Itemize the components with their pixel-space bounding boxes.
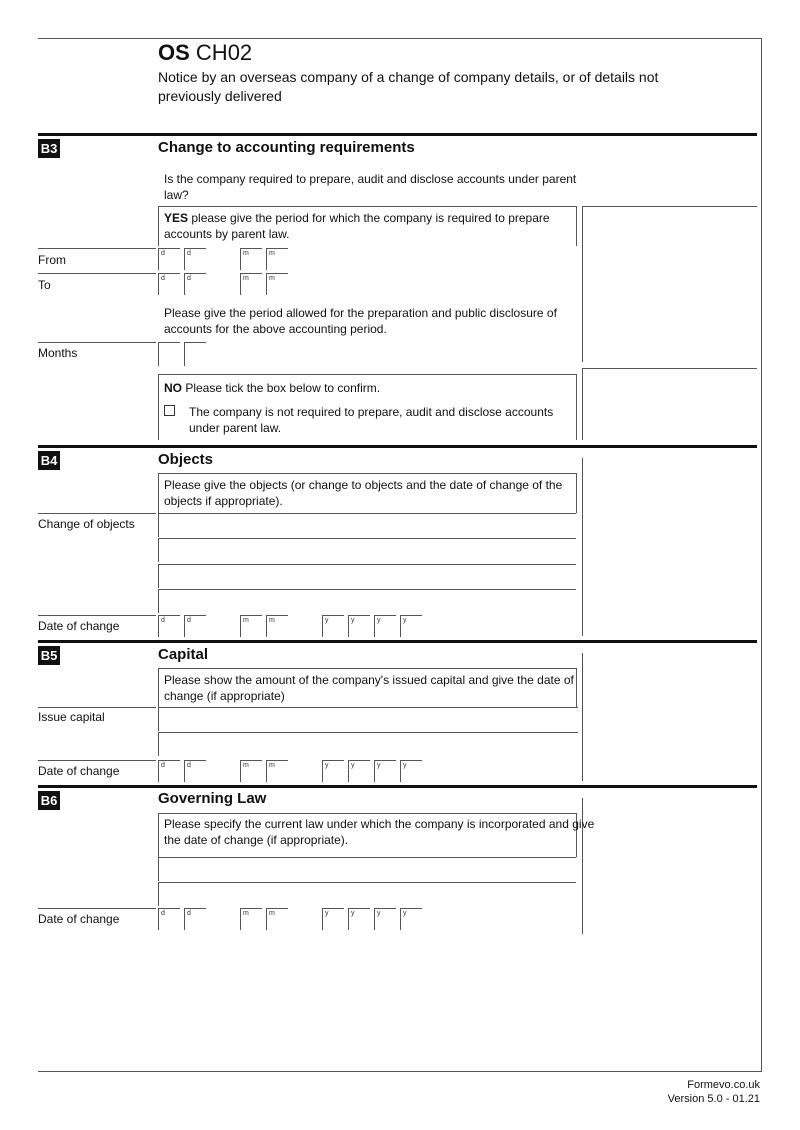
b4-date-label: Date of change — [38, 619, 120, 633]
b4-instruction — [164, 477, 562, 509]
b6-day-1[interactable] — [158, 908, 180, 930]
b5-date-label: Date of change — [38, 764, 120, 778]
objects-line-3[interactable] — [158, 564, 576, 588]
form-prefix: OS — [158, 40, 190, 65]
date-placeholder-glyph: d — [187, 250, 191, 257]
side-column-b5 — [582, 653, 583, 781]
b5-year-2[interactable] — [348, 760, 370, 782]
confirm-checkbox[interactable] — [164, 405, 175, 416]
date-placeholder-glyph: y — [325, 617, 329, 624]
yes-label: YES — [164, 211, 189, 225]
date-placeholder-glyph: d — [187, 275, 191, 282]
section-badge-b4: B4 — [38, 451, 60, 470]
yes-text: please give the period for which the company is required to prepare — [188, 211, 550, 225]
footer-site: Formevo.co.uk — [687, 1079, 760, 1091]
side-column-top — [582, 206, 757, 207]
no-panel-top — [158, 374, 576, 375]
issue-label-rule — [38, 707, 156, 708]
date-placeholder-glyph: m — [243, 910, 249, 917]
from-day-1[interactable] — [158, 248, 180, 270]
date-placeholder-glyph: y — [403, 617, 407, 624]
yes-text: accounts by parent law. — [164, 227, 290, 241]
date-placeholder-glyph: y — [377, 762, 381, 769]
b4-instr-line: objects if appropriate). — [164, 494, 283, 508]
b6-month-2[interactable] — [266, 908, 288, 930]
date-placeholder-glyph: y — [403, 762, 407, 769]
date-placeholder-glyph: y — [377, 617, 381, 624]
b6-year-3[interactable] — [374, 908, 396, 930]
b4-year-4[interactable] — [400, 615, 422, 637]
from-day-2[interactable] — [184, 248, 206, 270]
b5-instr-right — [576, 668, 577, 708]
date-placeholder-glyph: y — [351, 617, 355, 624]
date-placeholder-glyph: y — [403, 910, 407, 917]
months-label: Months — [38, 346, 78, 360]
b6-date-label: Date of change — [38, 912, 120, 926]
b4-instr-right — [576, 473, 577, 513]
b5-year-3[interactable] — [374, 760, 396, 782]
b3-question-line: Is the company required to prepare, audit and disclose accounts under parent — [164, 172, 577, 186]
capital-line-1[interactable] — [158, 707, 578, 731]
section-badge-b5: B5 — [38, 646, 60, 665]
b6-instr-line: Please specify the current law under which the company is incorporated and give — [164, 817, 595, 831]
months-digit-1[interactable] — [158, 342, 180, 366]
capital-line-2[interactable] — [158, 732, 578, 756]
section-rule-b5 — [38, 640, 757, 643]
b5-year-4[interactable] — [400, 760, 422, 782]
months-digit-2[interactable] — [184, 342, 206, 366]
b6-date-rule — [38, 908, 156, 909]
b5-month-1[interactable] — [240, 760, 262, 782]
b4-year-1[interactable] — [322, 615, 344, 637]
change-of-objects-label: Change of objects — [38, 517, 135, 531]
from-month-2[interactable] — [266, 248, 288, 270]
date-placeholder-glyph: d — [161, 617, 165, 624]
date-placeholder-glyph: m — [243, 275, 249, 282]
date-placeholder-glyph: m — [243, 762, 249, 769]
from-month-1[interactable] — [240, 248, 262, 270]
b5-instr-left — [158, 668, 159, 708]
date-placeholder-glyph: y — [377, 910, 381, 917]
form-title — [158, 40, 252, 66]
date-placeholder-glyph: m — [243, 250, 249, 257]
section-title-b5: Capital — [158, 646, 209, 663]
b4-instr-top — [158, 473, 576, 474]
b4-month-2[interactable] — [266, 615, 288, 637]
b6-year-2[interactable] — [348, 908, 370, 930]
side-column-no-top — [582, 368, 757, 369]
form-subtitle — [158, 68, 658, 106]
objects-line-2[interactable] — [158, 538, 576, 562]
period-line: accounts for the above accounting period. — [164, 322, 387, 336]
no-text: Please tick the box below to confirm. — [182, 381, 381, 395]
section-badge-b6: B6 — [38, 791, 60, 810]
b4-year-2[interactable] — [348, 615, 370, 637]
b5-year-1[interactable] — [322, 760, 344, 782]
top-rule — [38, 38, 762, 39]
from-label: From — [38, 253, 66, 267]
to-label: To — [38, 278, 51, 292]
section-title-b4: Objects — [158, 451, 214, 468]
date-placeholder-glyph: d — [161, 762, 165, 769]
date-placeholder-glyph: y — [351, 910, 355, 917]
date-placeholder-glyph: y — [351, 762, 355, 769]
b5-day-2[interactable] — [184, 760, 206, 782]
footer-version: Version 5.0 - 01.21 — [667, 1093, 760, 1105]
b4-month-1[interactable] — [240, 615, 262, 637]
section-title-b6: Governing Law — [158, 790, 267, 807]
date-placeholder-glyph: m — [269, 617, 275, 624]
date-placeholder-glyph: d — [187, 617, 191, 624]
b4-instr-left — [158, 473, 159, 513]
yes-panel-top — [158, 206, 576, 207]
section-rule-b4 — [38, 445, 757, 448]
date-placeholder-glyph: d — [161, 910, 165, 917]
side-column-no — [582, 368, 583, 440]
law-line-1[interactable] — [158, 857, 576, 881]
date-placeholder-glyph: y — [325, 910, 329, 917]
b5-instr-top — [158, 668, 576, 669]
right-border — [761, 38, 762, 1071]
b6-year-4[interactable] — [400, 908, 422, 930]
b4-date-rule — [38, 615, 156, 616]
form-code: CH02 — [195, 40, 253, 65]
confirm-line: The company is not required to prepare, audit and disclose accounts — [189, 405, 554, 419]
footer — [668, 1078, 760, 1106]
no-label: NO — [164, 381, 182, 395]
to-day-1[interactable] — [158, 273, 180, 295]
b4-day-2[interactable] — [184, 615, 206, 637]
to-row-rule — [38, 273, 156, 274]
period-instruction — [164, 305, 557, 337]
date-placeholder-glyph: m — [243, 617, 249, 624]
date-placeholder-glyph: d — [161, 250, 165, 257]
to-day-2[interactable] — [184, 273, 206, 295]
b5-day-1[interactable] — [158, 760, 180, 782]
side-column-b4 — [582, 458, 583, 636]
period-line: Please give the period allowed for the preparation and public disclosure of — [164, 306, 557, 320]
subtitle-line: Notice by an overseas company of a change of company details, or of details not — [158, 69, 659, 85]
date-placeholder-glyph: d — [187, 762, 191, 769]
no-panel-right — [576, 374, 577, 440]
b5-instruction — [164, 672, 574, 704]
law-line-2[interactable] — [158, 882, 576, 906]
b6-instruction — [164, 816, 594, 848]
bottom-rule — [38, 1071, 762, 1072]
section-rule-b3 — [38, 133, 757, 136]
date-placeholder-glyph: m — [269, 910, 275, 917]
b6-day-2[interactable] — [184, 908, 206, 930]
objects-line-1[interactable] — [158, 513, 576, 537]
no-panel-left — [158, 374, 159, 440]
side-column-b3 — [582, 206, 583, 362]
b6-instr-top — [158, 813, 576, 814]
to-month-1[interactable] — [240, 273, 262, 295]
date-placeholder-glyph: d — [187, 910, 191, 917]
section-badge-b3: B3 — [38, 139, 60, 158]
section-title-b3: Change to accounting requirements — [158, 139, 415, 156]
date-placeholder-glyph: y — [325, 762, 329, 769]
b4-year-3[interactable] — [374, 615, 396, 637]
b3-question-line: law? — [164, 188, 189, 202]
b6-instr-line: the date of change (if appropriate). — [164, 833, 349, 847]
subtitle-line: previously delivered — [158, 88, 282, 104]
section-rule-b6 — [38, 785, 757, 788]
to-month-2[interactable] — [266, 273, 288, 295]
date-placeholder-glyph: d — [161, 275, 165, 282]
b4-instr-line: Please give the objects (or change to objects and the date of change of the — [164, 478, 563, 492]
b5-date-rule — [38, 760, 156, 761]
b5-instr-line: Please show the amount of the company's issued capital and give the date of — [164, 673, 574, 687]
from-row-rule — [38, 248, 156, 249]
b5-instr-line: change (if appropriate) — [164, 689, 285, 703]
issue-capital-label: Issue capital — [38, 710, 105, 724]
objects-line-4[interactable] — [158, 589, 576, 613]
b6-year-1[interactable] — [322, 908, 344, 930]
objects-label-rule — [38, 513, 156, 514]
date-placeholder-glyph: m — [269, 275, 275, 282]
yes-panel-left — [158, 206, 159, 246]
no-instruction — [164, 380, 380, 396]
months-row-rule — [38, 342, 156, 343]
date-placeholder-glyph: m — [269, 250, 275, 257]
b5-month-2[interactable] — [266, 760, 288, 782]
b3-question — [164, 171, 576, 203]
yes-instruction — [164, 210, 550, 242]
confirm-text — [189, 404, 553, 436]
yes-panel-right — [576, 206, 577, 246]
b4-day-1[interactable] — [158, 615, 180, 637]
confirm-line: under parent law. — [189, 421, 282, 435]
date-placeholder-glyph: m — [269, 762, 275, 769]
b6-instr-left — [158, 813, 159, 857]
b6-month-1[interactable] — [240, 908, 262, 930]
